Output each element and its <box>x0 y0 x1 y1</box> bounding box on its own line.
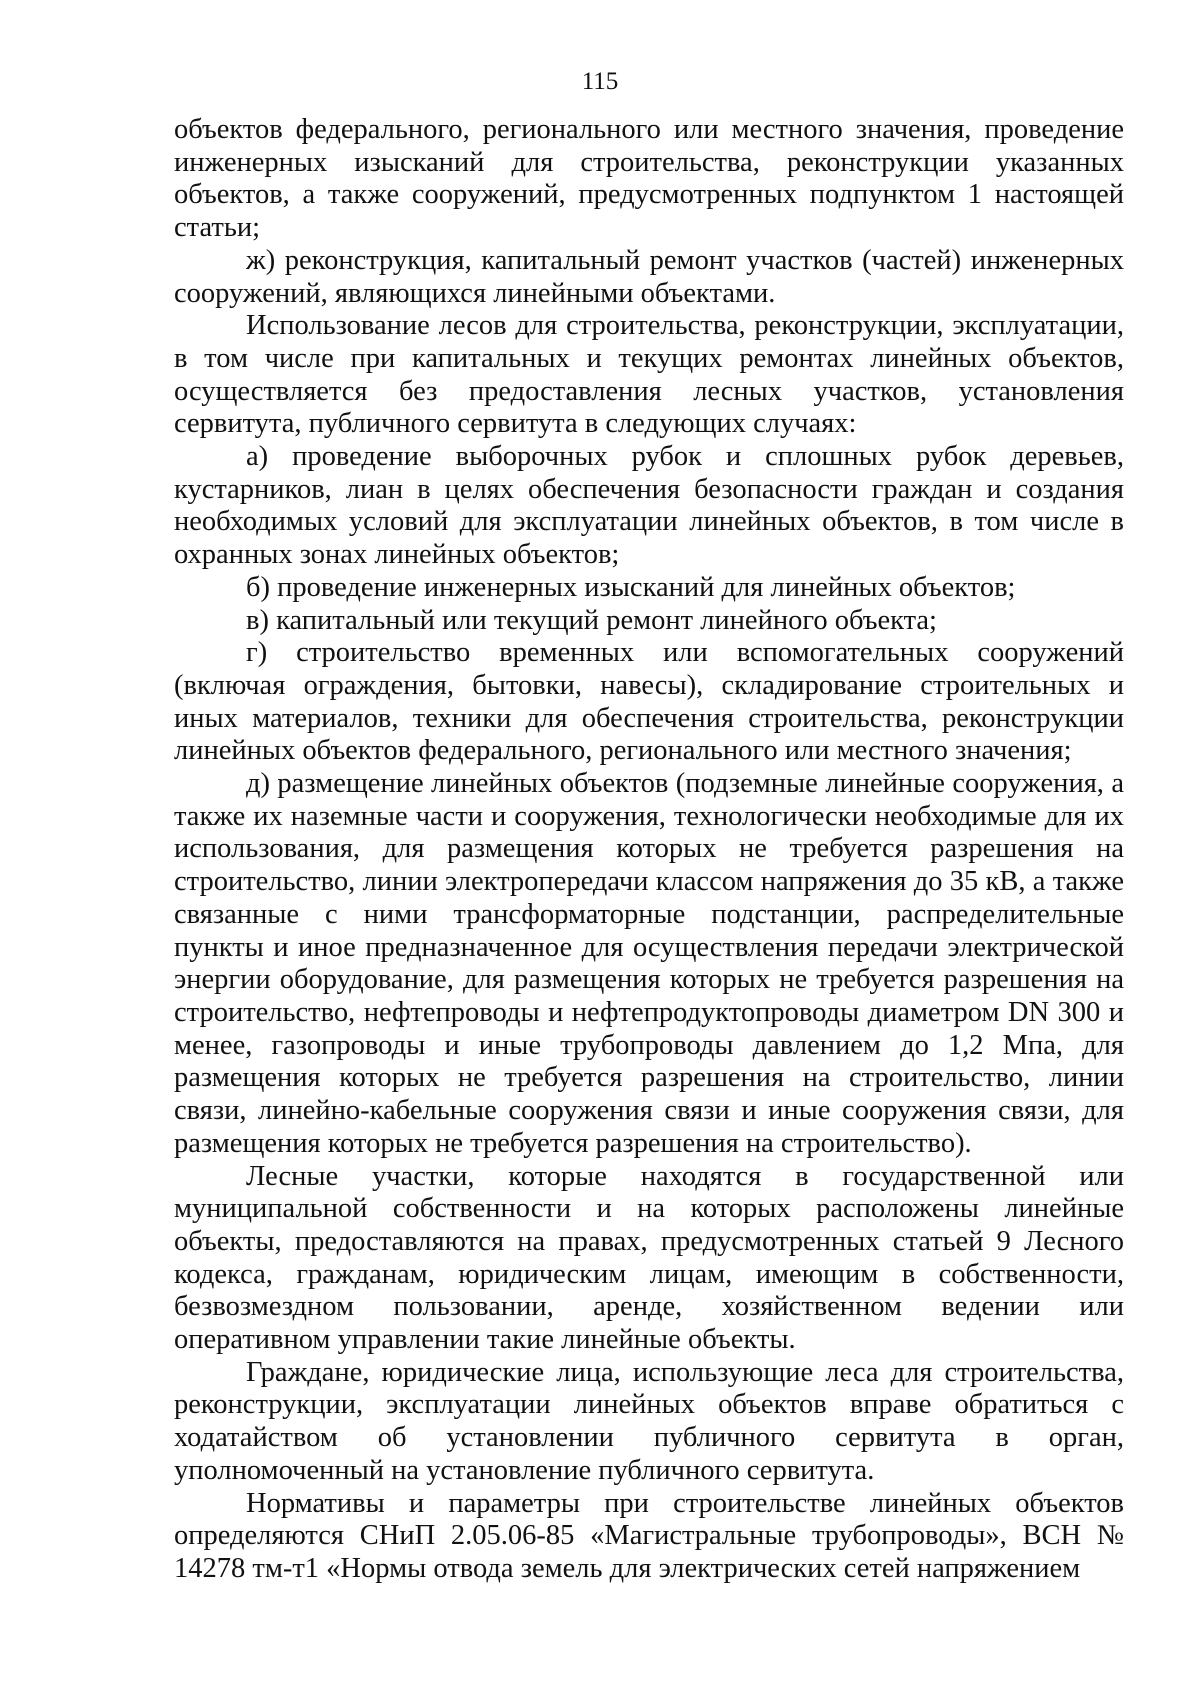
paragraph-item-g: г) строительство временных или вспомогательных сооружений (включая ограждения, бытовки, навесы), складирование строительных и иных материалов, техники для обеспечения строительства, реконструкции линейных объектов федерального, регионального или местного значения; <box>174 637 1124 767</box>
paragraph-item-b: б) проведение инженерных изысканий для линейных объектов; <box>246 571 1016 603</box>
paragraph-forest-plots: Лесные участки, которые находятся в государственной или муниципальной собственности и на которых расположены линейные объекты, предоставляются на правах, предусмотренных статьей 9 Лесного кодекса, гражданам, юридическим лицам, имеющим в собственности, безвозмездном пользовании, аренде, хозяйственном ведении или оперативном управлении такие линейные объекты. <box>174 1160 1124 1356</box>
paragraph-item-v: в) капитальный или текущий ремонт линейного объекта; <box>246 604 937 636</box>
document-body <box>174 114 1124 1586</box>
paragraph-continuation: объектов федерального, регионального или местного значения, проведение инженерных изысканий для строительства, реконструкции указанных объектов, а также сооружений, предусмотренных подпунктом 1 настоящей статьи; <box>174 114 1124 244</box>
paragraph-norms: Нормативы и параметры при строительстве линейных объектов определяются СНиП 2.05.06-85 «Магистральные трубопроводы», ВСН № 14278 тм-т1 «Нормы отвода земель для электрических сетей напряжением <box>174 1487 1124 1584</box>
paragraph-use-of-forests: Использование лесов для строительства, реконструкции, эксплуатации, в том числе при капитальных и текущих ремонтах линейных объектов, осуществляется без предоставления лесных участков, установления сервитута, публичного сервитута в следующих случаях: <box>174 310 1124 440</box>
paragraph-item-zh: ж) реконструкция, капитальный ремонт участков (частей) инженерных сооружений, являющихся линейными объектами. <box>174 244 1124 309</box>
paragraph-item-a: а) проведение выборочных рубок и сплошных рубок деревьев, кустарников, лиан в целях обеспечения безопасности граждан и создания необходимых условий для эксплуатации линейных объектов, в том числе в охранных зонах линейных объектов; <box>174 441 1124 571</box>
page-number: 115 <box>581 68 619 95</box>
paragraph-citizens-petition: Граждане, юридические лица, использующие леса для строительства, реконструкции, эксплуатации линейных объектов вправе обратиться с ходатайством об установлении публичного сервитута в орган, уполномоченный на установление публичного сервитута. <box>174 1356 1124 1486</box>
paragraph-item-d: д) размещение линейных объектов (подземные линейные сооружения, а также их наземные части и сооружения, технологически необходимые для их использования, для размещения которых не требуется разрешения на строительство, линии электропередачи классом напряжения до 35 кВ, а также связанные с ними трансформаторные подстанции, распределительные пункты и иное предназначенное для осуществления передачи электрической энергии оборудование, для размещения которых не требуется разрешения на строительство, нефтепроводы и нефтепродуктопроводы диаметром DN 300 и менее, газопроводы и иные трубопроводы давлением до 1,2 Мпа, для размещения которых не требуется разрешения на строительство, линии связи, линейно-кабельные сооружения связи и иные сооружения связи, для размещения которых не требуется разрешения на строительство). <box>174 768 1124 1159</box>
